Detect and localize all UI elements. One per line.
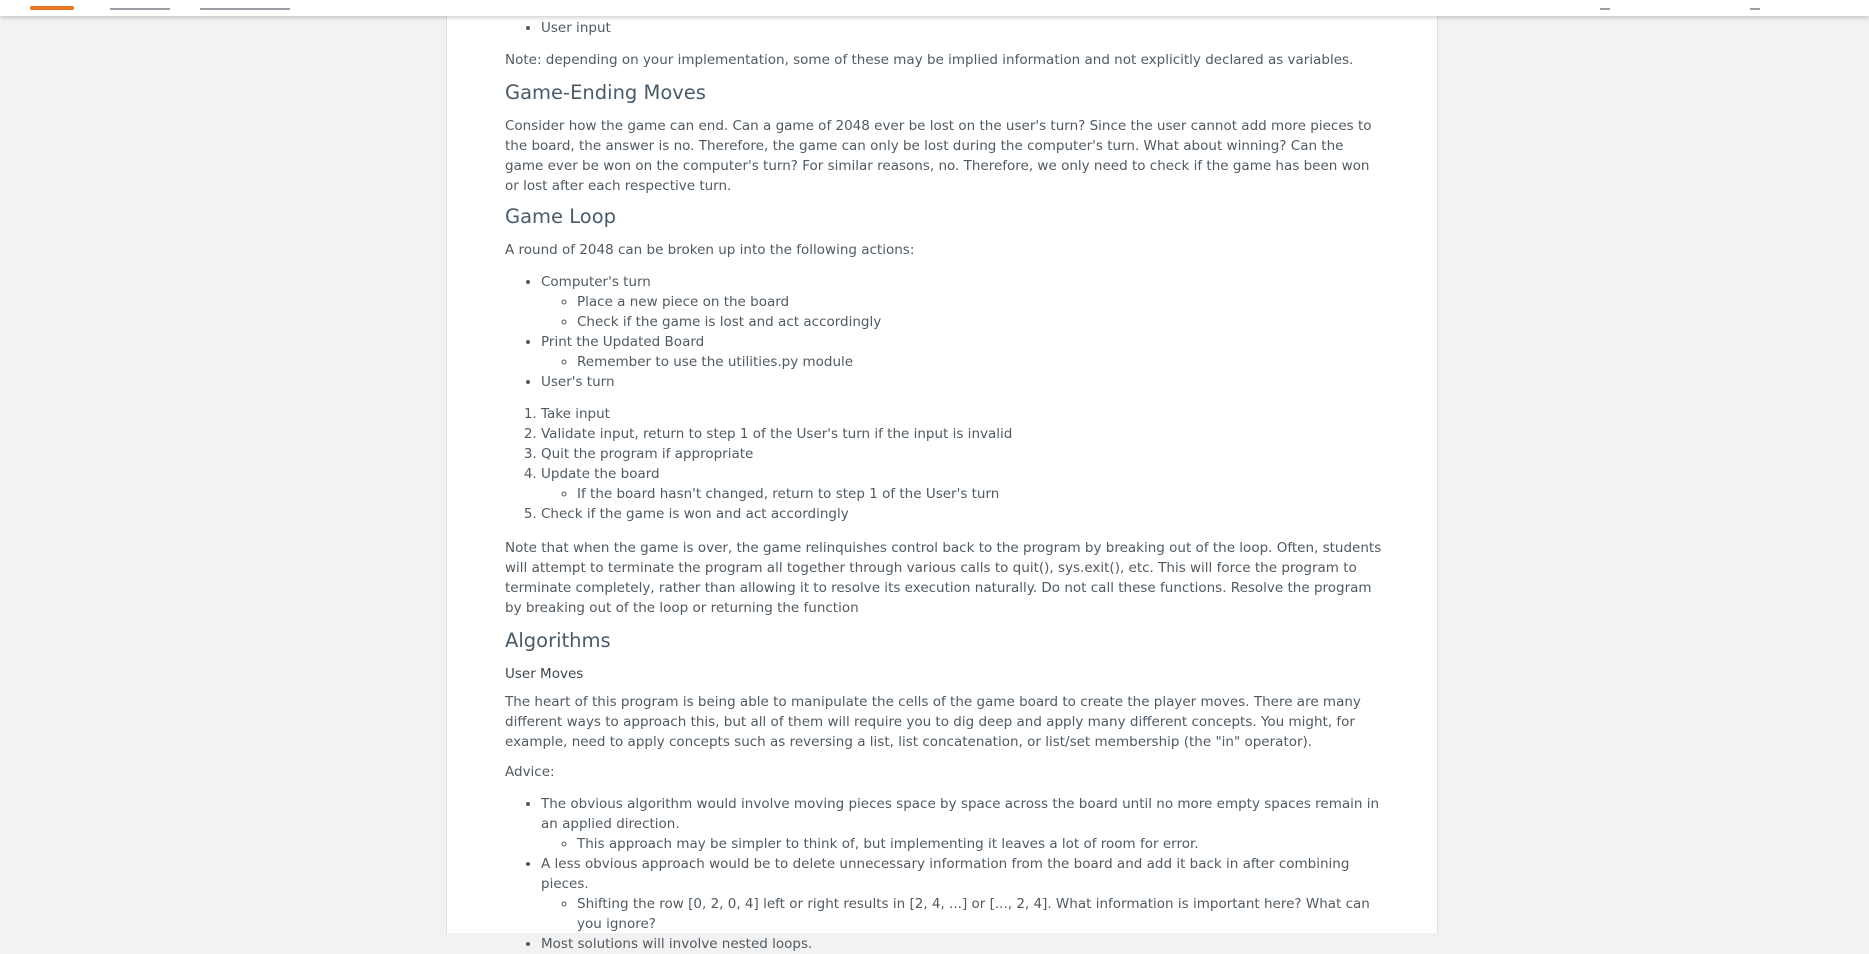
list-item: 3. Quit the program if appropriate [541,444,1385,464]
account-icon[interactable] [1750,8,1760,10]
list-item [541,332,1385,372]
game-loop-actions [505,272,1385,392]
advice-list [505,794,1385,954]
document-content [505,18,1385,954]
heading-game-loop: Game Loop [505,205,617,228]
list-item: 5. Check if the game is won and act accordingly [541,504,1385,524]
user-turn-steps [505,404,1385,524]
list-item [541,934,1385,954]
document-page [446,0,1438,952]
game-loop-intro: A round of 2048 can be broken up into the following actions: [505,242,915,258]
game-loop-note: Note that when the game is over, the game relinquishes control back to the program by breaking out of the loop. Often, students will attempt to terminate the program all together through various calls to quit(), sys.exit(), etc. This will force the program to terminate completely, rather than allowing it to resolve its execution naturally. Do not call these functions. Resolve the program by breaking out of the loop or returning the function [505,540,1382,616]
heading-algorithms: Algorithms [505,629,611,652]
variables-list [505,18,1385,38]
list-item: 2. Validate input, return to step 1 of the User's turn if the input is invalid [541,424,1385,444]
list-item: ◦ Remember to use the utilities.py module [577,352,1385,372]
variables-note: Note: depending on your implementation, some of these may be implied information and not explicitly declared as variables. [505,52,1354,68]
menu-icon[interactable] [1600,8,1610,10]
sublist [541,292,1385,332]
list-item [541,464,1385,504]
list-item: 1. Take input [541,404,1385,424]
heading-game-ending-moves: Game-Ending Moves [505,81,706,104]
list-item: • User input [541,18,1385,38]
list-item-label: Computer's turn [541,274,651,290]
list-item-label: Print the Updated Board [541,334,705,350]
nav-link[interactable] [110,8,170,10]
nav-link[interactable] [200,8,290,10]
top-toolbar [0,0,1869,16]
list-item-label: Update the board [541,466,660,482]
list-item: ◦ Check if the game is lost and act accordingly [577,312,1385,332]
list-item: ◦ If the board hasn't changed, return to step 1 of the User's turn [577,484,1385,504]
sublist [541,352,1385,372]
list-item: ◦ Place a new piece on the board [577,292,1385,312]
list-item: ◦ Shifting the row [0, 2, 0, 4] left or right results in [2, 4, ...] or [..., 2, 4]. What information is important here? What can you ignore? [577,894,1385,934]
sublist [541,894,1385,934]
list-item [541,854,1385,934]
sublist [541,484,1385,504]
list-item-label: Most solutions will involve nested loops. [541,936,813,952]
brand-logo[interactable] [30,6,74,10]
list-item [541,794,1385,854]
advice-label: Advice: [505,764,555,780]
list-item-label: A less obvious approach would be to delete unnecessary information from the board and add it back in after combining pieces. [541,856,1350,892]
sublist [541,834,1385,854]
list-item [541,372,1385,392]
game-ending-paragraph: Consider how the game can end. Can a game of 2048 ever be lost on the user's turn? Since the user cannot add more pieces to the board, the answer is no. Therefore, the game can only be lost during the computer's turn. What about winning? Can the game ever be won on the computer's turn? For similar reasons, no. Therefore, we only need to check if the game has been won or lost after each respective turn. [505,118,1372,194]
list-item-label: User's turn [541,374,615,390]
list-item: ◦ This approach may be simpler to think of, but implementing it leaves a lot of room for error. [577,834,1385,854]
list-item [541,272,1385,332]
list-item-label: The obvious algorithm would involve moving pieces space by space across the board until no more empty spaces remain in an applied direction. [541,796,1380,832]
subheading-user-moves: User Moves [505,666,584,682]
user-moves-paragraph: The heart of this program is being able to manipulate the cells of the game board to create the player moves. There are many different ways to approach this, but all of them will require you to dig deep and apply many different concepts. You might, for example, need to apply concepts such as reversing a list, list concatenation, or list/set membership (the "in" operator). [505,694,1361,750]
